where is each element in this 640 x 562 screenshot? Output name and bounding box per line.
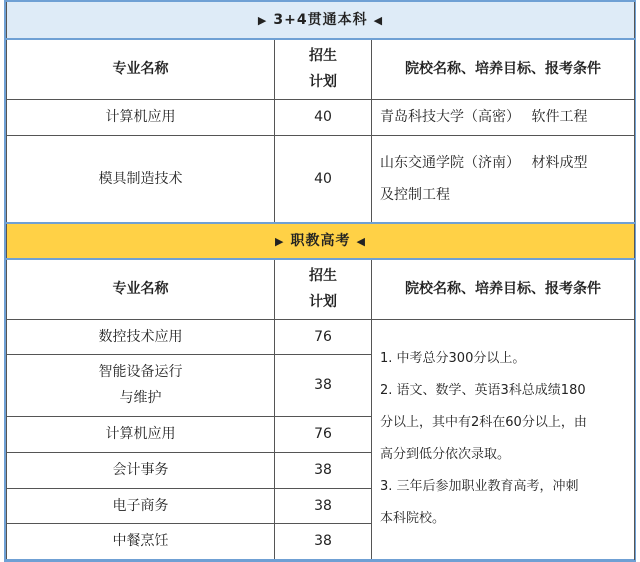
section2-title-band (7, 223, 635, 259)
section2-row3-major: 计算机应用 (7, 416, 275, 452)
section2-row6-plan: 38 (275, 523, 372, 559)
section2-row2-major (7, 354, 275, 416)
section1-row2-major: 模具制造技术 (7, 135, 275, 223)
section1-row1-major: 计算机应用 (7, 99, 275, 135)
section1-title: 3+4贯通本科 (273, 11, 368, 28)
requirement-line-2: 2. 语文、数学、英语3科总成绩180 (380, 383, 586, 398)
section2-row2-plan: 38 (275, 354, 372, 416)
table-row (7, 319, 635, 354)
requirement-line-5: 3. 三年后参加职业教育高考，冲刺 (380, 479, 579, 494)
requirement-line-6: 本科院校。 (380, 511, 446, 526)
section2-row2-major-line1: 智能设备运行 (98, 364, 183, 380)
section1-row1-school: 青岛科技大学（高密） 软件工程 (372, 99, 635, 135)
section2-row2-major-line2: 与维护 (119, 390, 162, 406)
section1-row2-school-line2: 及控制工程 (380, 186, 450, 203)
section1-header-plan-line1: 招生 (309, 48, 337, 65)
section1-row2-plan: 40 (275, 135, 372, 223)
triangle-right-icon: ▶ (275, 234, 285, 248)
section2-row4-major: 会计事务 (7, 452, 275, 488)
section2-header-school: 院校名称、培养目标、报考条件 (372, 259, 635, 319)
triangle-left-icon: ◀ (356, 234, 366, 248)
section2-row6-major: 中餐烹饪 (7, 523, 275, 559)
section2-header-plan (275, 259, 372, 319)
section2-requirements (372, 319, 635, 559)
triangle-right-icon: ▶ (257, 13, 268, 27)
section1-header-plan (275, 39, 372, 99)
admission-table-frame (4, 0, 636, 562)
section2-header-major: 专业名称 (7, 259, 275, 319)
section1-header-major: 专业名称 (7, 39, 275, 99)
requirement-line-3: 分以上，其中有2科在60分以上，由 (380, 415, 587, 430)
section1-title-band (7, 1, 635, 39)
section2-header-plan-line2: 计划 (309, 294, 337, 311)
requirement-line-1: 1. 中考总分300分以上。 (380, 351, 526, 366)
triangle-left-icon: ◀ (373, 13, 384, 27)
section1-header-school: 院校名称、培养目标、报考条件 (372, 39, 635, 99)
table-row (7, 99, 635, 135)
section2-header-plan-line1: 招生 (309, 268, 337, 285)
section2-row4-plan: 38 (275, 452, 372, 488)
section2-row1-plan: 76 (275, 319, 372, 354)
admission-table (6, 0, 635, 560)
section2-row1-major: 数控技术应用 (7, 319, 275, 354)
section2-row5-plan: 38 (275, 488, 372, 523)
section1-row1-plan: 40 (275, 99, 372, 135)
section2-title: 职教高考 (290, 232, 351, 249)
requirement-line-4: 高分到低分依次录取。 (380, 447, 511, 462)
table-row (7, 135, 635, 223)
section1-row2-school (372, 135, 635, 223)
section2-row3-plan: 76 (275, 416, 372, 452)
section2-row5-major: 电子商务 (7, 488, 275, 523)
section1-header-plan-line2: 计划 (309, 74, 337, 91)
section1-row2-school-line1: 山东交通学院（济南） 材料成型 (380, 154, 588, 171)
